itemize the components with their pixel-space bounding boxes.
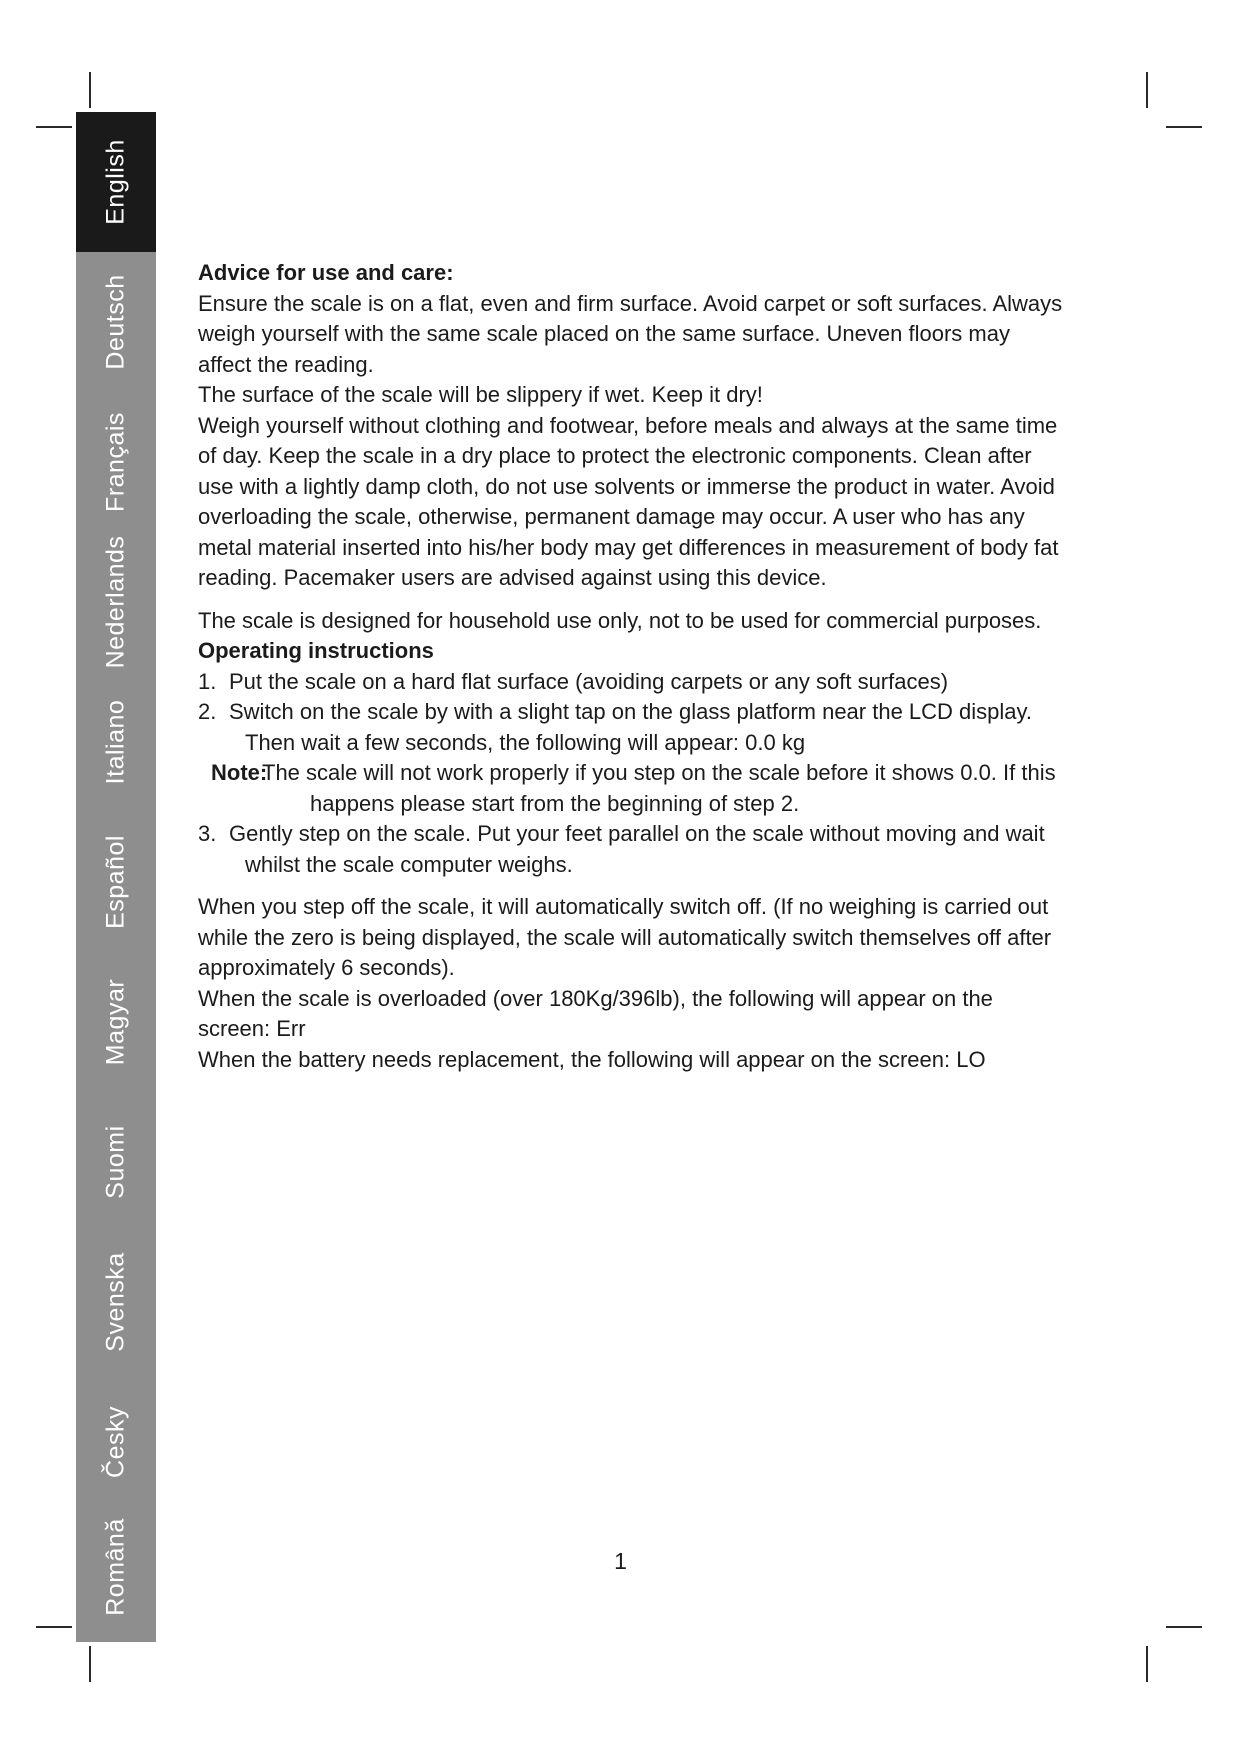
step-text: Gently step on the scale. Put your feet parallel on the scale without moving and wait whilst the scale computer weighs. [229,821,1045,877]
battery-paragraph: When the battery needs replacement, the following will appear on the screen: LO [198,1046,986,1072]
step-text: Put the scale on a hard flat surface (avoiding carpets or any soft surfaces) [229,668,949,694]
household-notice: The scale is designed for household use only, not to be used for commercial purposes. [198,607,1042,633]
operating-heading: Operating instructions [198,638,434,663]
advice-heading: Advice for use and care: [198,260,454,285]
crop-mark [36,126,72,128]
crop-mark [1146,1646,1148,1682]
note-label: Note: [211,760,268,785]
lang-tab-deutsch[interactable]: Deutsch [101,274,130,370]
advice-section [198,289,1068,594]
overload-paragraph: When the scale is overloaded (over 180Kg/396lb), the following will appear on the screen: Err [198,985,993,1041]
page-number: 1 [614,1548,627,1574]
crop-mark [89,72,91,108]
switch-off-paragraph: When you step off the scale, it will automatically switch off. (If no weighing is carried out while the zero is being displayed, the scale will automatically switch themselves off after approximately 6 seconds). [198,894,1052,980]
lang-tab-nederlands[interactable]: Nederlands [101,535,130,669]
step-number: 1. [198,668,217,694]
step-item [198,697,1068,758]
advice-paragraph: Ensure the scale is on a flat, even and firm surface. Avoid carpet or soft surfaces. Always weigh yourself with the same scale placed on the same surface. Uneven floors may affect the reading. [198,290,1063,377]
advice-paragraph: Weigh yourself without clothing and footwear, before meals and always at the same time of day. Keep the scale in a dry place to protect the electronic components. Clean after use with a lightly damp cloth, do not use solvents or immerse the product in water. Avoid overloading the scale, otherwise, permanent damage may occur. A user who has any metal material inserted into his/her body may get differences in measurement of body fat reading. Pacemaker users are advised against using this device. [198,412,1059,590]
lang-tab-italiano[interactable]: Italiano [101,699,130,785]
lang-tab-romana[interactable]: Română [101,1518,130,1616]
language-sidebar [76,112,156,1642]
step-note [198,758,1068,819]
lang-tab-cesky[interactable]: Česky [101,1406,130,1478]
step-number: 2. [198,699,217,724]
crop-mark [1166,126,1202,128]
crop-mark [1146,72,1148,108]
step-number: 3. [198,821,217,846]
step-item [198,819,1068,880]
crop-mark [36,1626,72,1628]
lang-tab-espanol[interactable]: Español [101,835,130,929]
note-text: The scale will not work properly if you step on the scale before it shows 0.0. If this happens please start from the beginning of step 2. [262,760,1056,816]
lang-tab-svenska[interactable]: Svenska [101,1252,130,1352]
crop-mark [89,1646,91,1682]
page-content [198,258,1068,1075]
lang-tab-magyar[interactable]: Magyar [101,978,130,1066]
step-item [198,667,1068,698]
lang-tab-francais[interactable]: Français [101,412,130,512]
lang-tab-suomi[interactable]: Suomi [101,1125,130,1199]
crop-mark [1166,1626,1202,1628]
advice-paragraph: The surface of the scale will be slippery if wet. Keep it dry! [198,382,763,407]
lang-tab-english[interactable]: English [76,112,156,252]
step-text: Switch on the scale by with a slight tap on the glass platform near the LCD display. Then wait a few seconds, the following will appear: 0.0 kg [229,699,1033,755]
operating-steps [198,667,1068,881]
